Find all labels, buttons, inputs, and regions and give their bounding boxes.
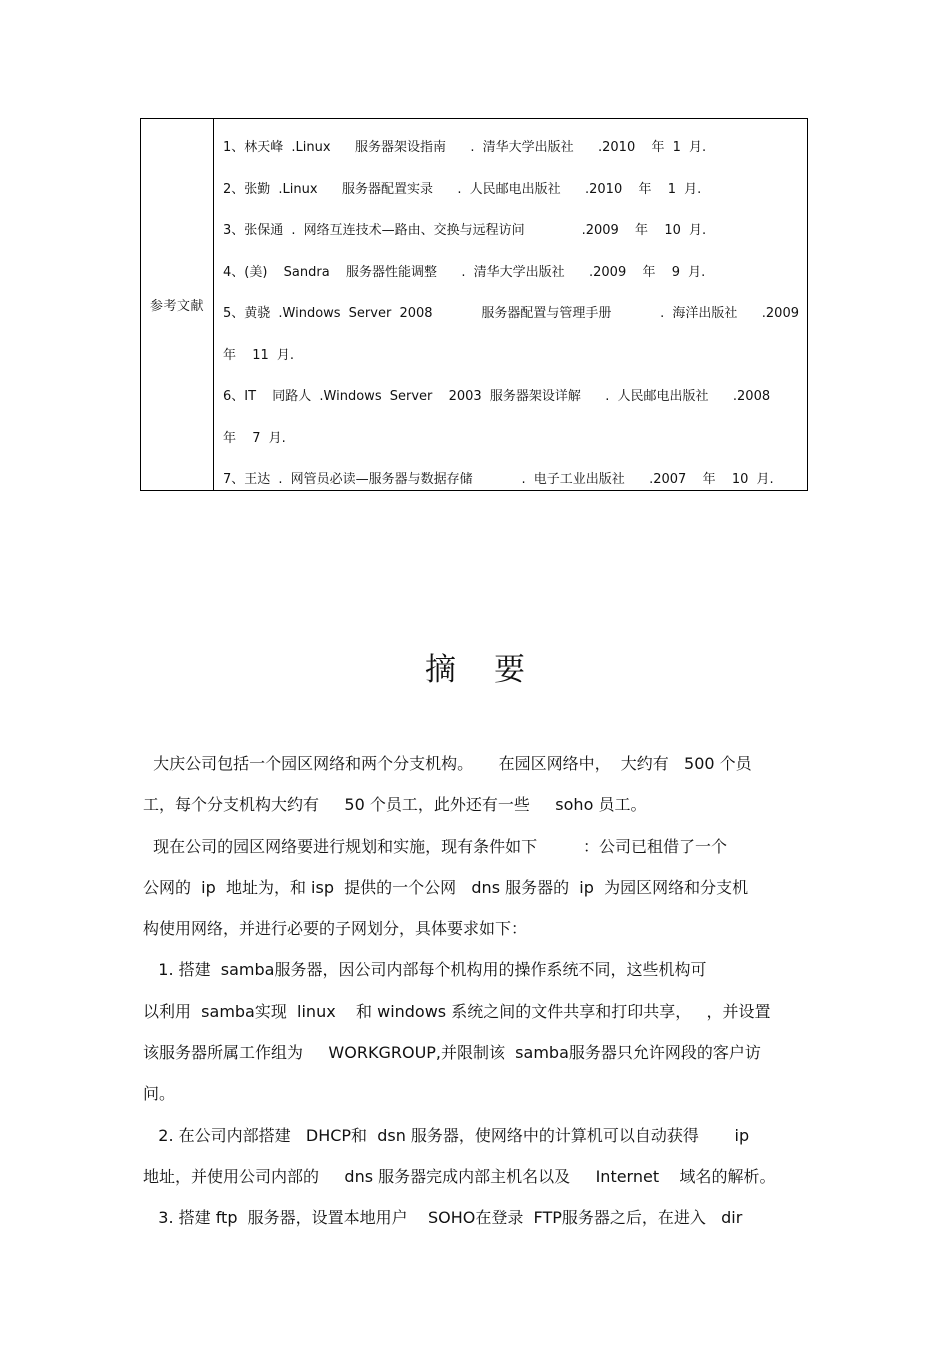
reference-line: 年 7 月. (222, 430, 286, 446)
abstract-line: 2. 在公司内部搭建 DHCP和 dsn 服务器，使网络中的计算机可以自动获得 ip (143, 1125, 750, 1145)
abstract-line: 公网的 ip 地址为，和 isp 提供的一个公网 dns 服务器的 ip 为园区网络和分支机 (143, 877, 749, 897)
reference-line: 5、黄骁 .Windows Server 2008 服务器配置与管理手册 . 海洋出版社 .2009 (222, 306, 799, 321)
reference-line: 2、张勤 .Linux 服务器配置实录 . 人民邮电出版社 .2010 年 1 月. (222, 181, 702, 197)
abstract-line: 地址，并使用公司内部的 dns 服务器完成内部主机名以及 Internet 域名的解析。 (143, 1166, 776, 1186)
reference-line: 6、IT 同路人 .Windows Server 2003 服务器架设详解 . 人民邮电出版社 .2008 (222, 389, 771, 404)
references-label-cell (141, 119, 214, 490)
abstract-line: 现在公司的园区网络要进行规划和实施，现有条件如下 ：公司已租借了一个 (143, 836, 727, 856)
reference-line: 7、王达 . 网管员必读—服务器与数据存储 . 电子工业出版社 .2007 年 10 月. (222, 472, 774, 487)
references-label: 参考文献 (149, 299, 204, 314)
abstract-line: 工，每个分支机构大约有 50 个员工，此外还有一些 soho 员工。 (143, 795, 647, 815)
abstract-line: 3. 搭建 ftp 服务器，设置本地用户 SOHO在登录 FTP服务器之后，在进入 dir (143, 1208, 743, 1228)
reference-line: 3、张保通 . 网络互连技术—路由、交换与远程访问 .2009 年 10 月. (222, 223, 707, 238)
abstract-body (143, 743, 805, 1239)
references-list-cell (214, 119, 807, 490)
abstract-line: 问。 (143, 1084, 176, 1104)
reference-line: 年 11 月. (222, 347, 295, 363)
reference-line: 1、林天峰 .Linux 服务器架设指南 . 清华大学出版社 .2010 年 1 月. (222, 140, 707, 155)
abstract-line: 大庆公司包括一个园区网络和两个分支机构。 在园区网络中， 大约有 500 个员 (143, 754, 752, 773)
references-table (140, 118, 808, 491)
abstract-title: 摘要 (425, 652, 563, 688)
abstract-line: 以利用 samba实现 linux 和 windows 系统之间的文件共享和打印共享， ，并设置 (143, 1001, 771, 1021)
abstract-line: 1. 搭建 samba服务器，因公司内部每个机构用的操作系统不同，这些机构可 (143, 960, 707, 980)
abstract-line: 该服务器所属工作组为 WORKGROUP,并限制该 samba服务器只允许网段的客户访 (143, 1043, 761, 1063)
abstract-line: 构使用网络，并进行必要的子网划分，具体要求如下： (143, 919, 528, 939)
reference-line: 4、(美) Sandra 服务器性能调整 . 清华大学出版社 .2009 年 9 月. (222, 264, 706, 280)
